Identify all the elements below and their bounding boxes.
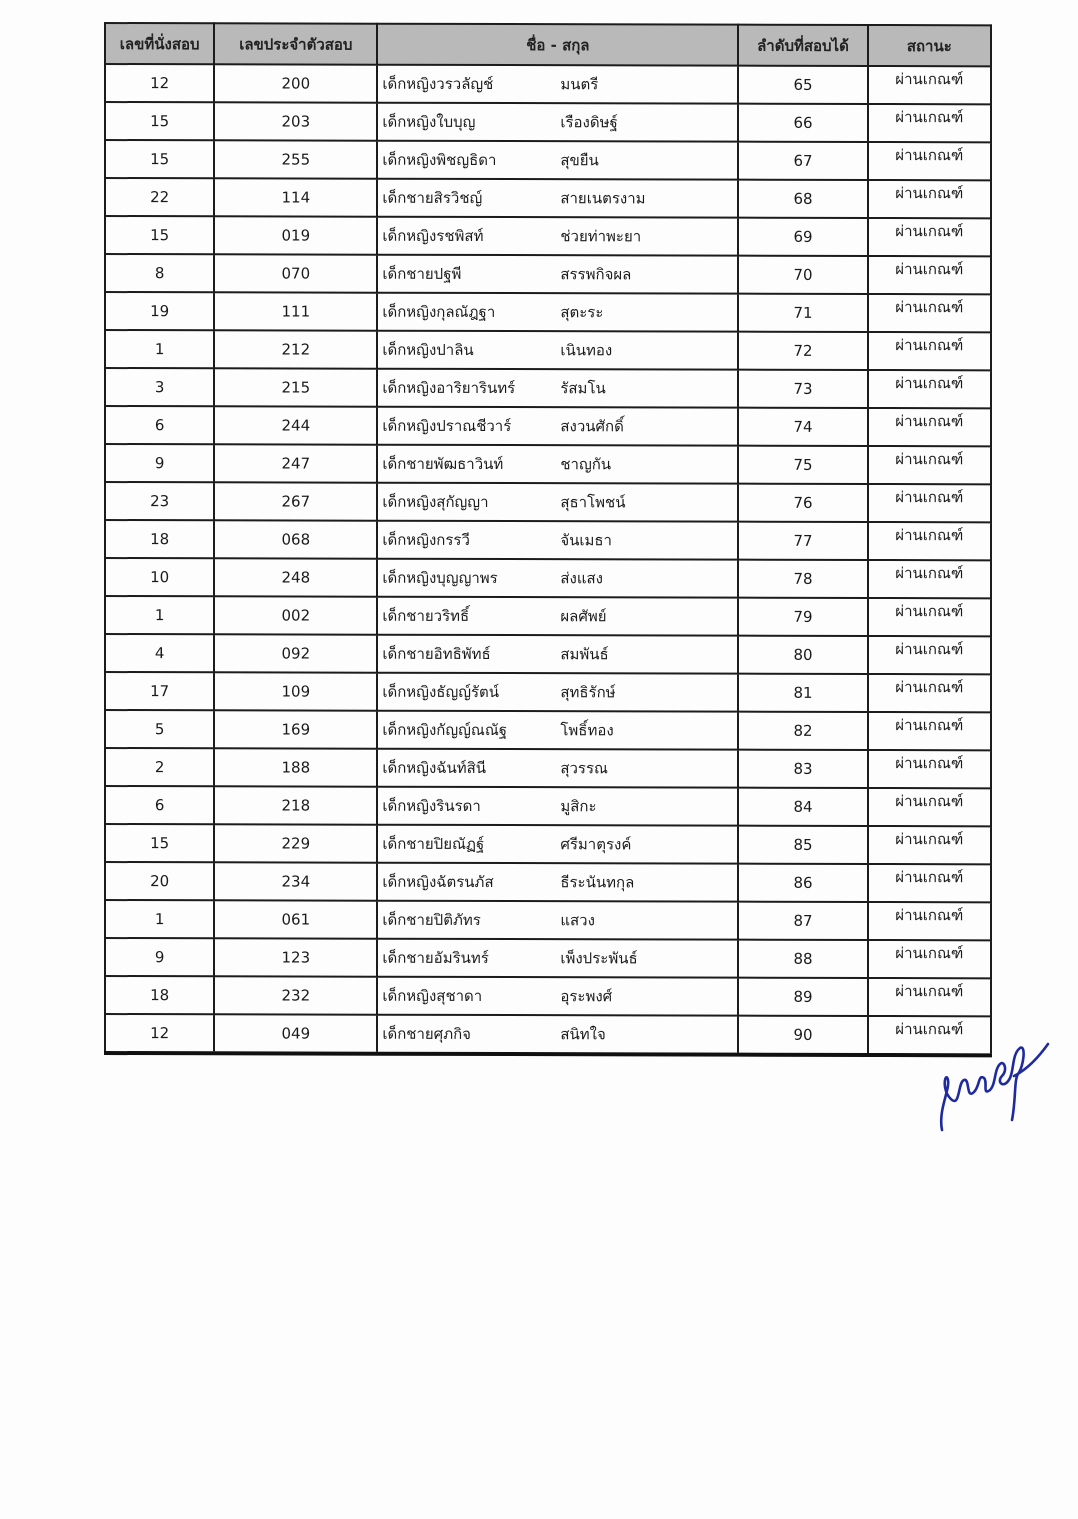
- full-name: [378, 984, 737, 1009]
- status-cell: ผ่านเกณฑ์: [868, 674, 991, 712]
- full-name: [378, 718, 737, 743]
- seat-number-cell: 20: [105, 862, 214, 900]
- rank-cell: 75: [738, 446, 867, 484]
- exam-id-cell: 234: [214, 862, 377, 900]
- first-name: เด็กชายศุภกิจ: [382, 1024, 471, 1043]
- table-row: [105, 672, 991, 712]
- name-cell: [377, 597, 738, 636]
- table-header-row: [105, 23, 991, 66]
- full-name: [378, 946, 737, 971]
- full-name: [378, 376, 737, 401]
- table-row: [105, 634, 991, 674]
- name-cell: [377, 635, 738, 674]
- last-name: สมพันธ์: [560, 645, 609, 664]
- exam-id-cell: 109: [214, 672, 377, 710]
- first-name: เด็กหญิงกรรวี: [382, 530, 470, 549]
- seat-number-cell: 17: [105, 672, 214, 710]
- exam-id-cell: 218: [214, 786, 377, 824]
- last-name: สุขยืน: [560, 151, 599, 170]
- name-cell: [377, 863, 738, 902]
- first-name: เด็กหญิงสุชาดา: [382, 986, 483, 1005]
- name-cell: [377, 103, 738, 142]
- seat-number-cell: 9: [105, 938, 214, 976]
- seat-number-cell: 9: [105, 444, 214, 482]
- table-row: [105, 1014, 991, 1055]
- table-row: [105, 178, 991, 218]
- rank-cell: 67: [738, 142, 867, 180]
- full-name: [378, 72, 737, 97]
- rank-cell: 70: [738, 256, 867, 294]
- full-name: [378, 300, 737, 325]
- status-cell: ผ่านเกณฑ์: [868, 332, 991, 370]
- first-name: เด็กหญิงบุญญาพร: [382, 568, 498, 588]
- seat-number-cell: 1: [105, 900, 214, 938]
- rank-cell: 66: [738, 104, 867, 142]
- table-row: [105, 406, 991, 446]
- rank-cell: 81: [738, 674, 867, 712]
- last-name: รัสมโน: [560, 379, 606, 398]
- status-cell: ผ่านเกณฑ์: [868, 788, 991, 826]
- last-name: โพธิ์ทอง: [560, 721, 614, 740]
- last-name: ผลศัพย์: [560, 607, 607, 626]
- exam-id-cell: 111: [214, 292, 377, 330]
- rank-cell: 71: [738, 294, 867, 332]
- first-name: เด็กหญิงปาลิน: [382, 340, 474, 359]
- table-row: [105, 596, 991, 636]
- seat-number-cell: 8: [105, 254, 214, 292]
- exam-id-cell: 068: [214, 520, 377, 558]
- full-name: [378, 224, 737, 249]
- results-table: [104, 22, 992, 1057]
- first-name: เด็กหญิงอาริยารินทร์: [382, 378, 516, 398]
- rank-cell: 69: [738, 218, 867, 256]
- full-name: [378, 186, 737, 211]
- table-row: [105, 558, 991, 598]
- seat-number-cell: 10: [105, 558, 214, 596]
- seat-number-cell: 15: [105, 140, 214, 178]
- first-name: เด็กหญิงฉัตรนภัส: [382, 872, 494, 892]
- seat-number-cell: 1: [105, 330, 214, 368]
- status-cell: ผ่านเกณฑ์: [868, 902, 991, 940]
- table-row: [105, 862, 991, 902]
- seat-number-cell: 15: [105, 102, 214, 140]
- exam-id-cell: 200: [214, 64, 377, 102]
- full-name: [378, 604, 737, 629]
- first-name: เด็กชายปฐพี: [382, 264, 462, 283]
- seat-number-cell: 1: [105, 596, 214, 634]
- status-cell: ผ่านเกณฑ์: [868, 142, 991, 180]
- seat-number-cell: 19: [105, 292, 214, 330]
- exam-id-cell: 169: [214, 710, 377, 748]
- seat-number-cell: 15: [105, 216, 214, 254]
- last-name: ชาญกัน: [560, 455, 612, 474]
- exam-id-cell: 267: [214, 482, 377, 520]
- table-row: [105, 216, 991, 256]
- last-name: สงวนศักดิ์: [560, 417, 624, 436]
- rank-cell: 85: [738, 826, 867, 864]
- full-name: [378, 110, 737, 135]
- seat-number-cell: 12: [105, 1014, 214, 1053]
- name-cell: [377, 825, 738, 864]
- first-name: เด็กหญิงใบบุญ: [382, 112, 476, 131]
- full-name: [378, 756, 737, 781]
- last-name: มูสิกะ: [560, 797, 597, 816]
- seat-number-cell: 3: [105, 368, 214, 406]
- exam-id-cell: 061: [214, 900, 377, 938]
- full-name: [378, 642, 737, 667]
- full-name: [378, 680, 737, 705]
- name-cell: [377, 141, 738, 180]
- table-row: [105, 64, 991, 104]
- first-name: เด็กชายวริทธิ์: [382, 606, 470, 625]
- full-name: [378, 262, 737, 287]
- first-name: เด็กชายปิติภัทร: [382, 910, 481, 929]
- last-name: จันเมธา: [560, 531, 612, 550]
- exam-id-cell: 070: [214, 254, 377, 292]
- first-name: เด็กหญิงพิชญธิดา: [382, 150, 497, 170]
- status-cell: ผ่านเกณฑ์: [868, 66, 991, 104]
- table-row: [105, 330, 991, 370]
- rank-cell: 74: [738, 408, 867, 446]
- handwritten-signature-icon: [930, 1030, 1050, 1150]
- exam-id-cell: 248: [214, 558, 377, 596]
- name-cell: [377, 483, 738, 522]
- rank-cell: 83: [738, 750, 867, 788]
- first-name: เด็กหญิงสุกัญญา: [382, 492, 489, 512]
- status-cell: ผ่านเกณฑ์: [868, 978, 991, 1016]
- last-name: สุธาโพชน์: [560, 493, 626, 512]
- first-name: เด็กหญิงกัญญ์ณณัฐ: [382, 720, 508, 740]
- first-name: เด็กหญิงวรวลัญช์: [382, 74, 494, 94]
- rank-cell: 80: [738, 636, 867, 674]
- header-rank: ลำดับที่สอบได้: [738, 25, 867, 66]
- rank-cell: 76: [738, 484, 867, 522]
- name-cell: [377, 559, 738, 598]
- table-body: [105, 64, 991, 1055]
- first-name: เด็กหญิงรชพิสท์: [382, 226, 484, 245]
- exam-id-cell: 114: [214, 178, 377, 216]
- status-cell: ผ่านเกณฑ์: [868, 598, 991, 636]
- exam-id-cell: 212: [214, 330, 377, 368]
- seat-number-cell: 18: [105, 976, 214, 1014]
- name-cell: [377, 521, 738, 560]
- table-row: [105, 368, 991, 408]
- status-cell: ผ่านเกณฑ์: [868, 180, 991, 218]
- name-cell: [377, 293, 738, 332]
- seat-number-cell: 22: [105, 178, 214, 216]
- first-name: เด็กหญิงกุลณัฎฐา: [382, 302, 496, 322]
- seat-number-cell: 2: [105, 748, 214, 786]
- table-row: [105, 938, 991, 978]
- first-name: เด็กหญิงฉันท์สินี: [382, 758, 487, 778]
- status-cell: ผ่านเกณฑ์: [868, 940, 991, 978]
- seat-number-cell: 6: [105, 786, 214, 824]
- first-name: เด็กชายพัฒธาวินท์: [382, 454, 504, 474]
- full-name: [378, 870, 737, 895]
- last-name: เพ็งประพันธ์: [560, 949, 638, 968]
- first-name: เด็กชายอิทธิพัทธ์: [382, 644, 491, 664]
- exam-id-cell: 229: [214, 824, 377, 862]
- status-cell: ผ่านเกณฑ์: [868, 408, 991, 446]
- table-row: [105, 292, 991, 332]
- first-name: เด็กหญิงปราณชีวาร์: [382, 416, 512, 436]
- table-row: [105, 520, 991, 560]
- full-name: [378, 1022, 737, 1047]
- status-cell: ผ่านเกณฑ์: [868, 1016, 991, 1055]
- name-cell: [377, 673, 738, 712]
- table-row: [105, 482, 991, 522]
- name-cell: [377, 179, 738, 218]
- table-row: [105, 748, 991, 788]
- name-cell: [377, 331, 738, 370]
- exam-id-cell: 244: [214, 406, 377, 444]
- status-cell: ผ่านเกณฑ์: [868, 750, 991, 788]
- header-seat-number: เลขที่นั่งสอบ: [105, 23, 214, 64]
- status-cell: ผ่านเกณฑ์: [868, 522, 991, 560]
- last-name: อุระพงศ์: [560, 987, 613, 1006]
- last-name: มนตรี: [560, 75, 599, 94]
- exam-id-cell: 247: [214, 444, 377, 482]
- seat-number-cell: 18: [105, 520, 214, 558]
- exam-id-cell: 123: [214, 938, 377, 976]
- name-cell: [377, 407, 738, 446]
- header-name: ชื่อ - สกุล: [377, 24, 738, 66]
- last-name: ธีระนันทกุล: [560, 873, 635, 892]
- exam-id-cell: 188: [214, 748, 377, 786]
- rank-cell: 65: [738, 66, 867, 104]
- last-name: สนิทใจ: [560, 1025, 606, 1044]
- rank-cell: 87: [738, 902, 867, 940]
- rank-cell: 78: [738, 560, 867, 598]
- table-row: [105, 102, 991, 142]
- seat-number-cell: 6: [105, 406, 214, 444]
- exam-id-cell: 255: [214, 140, 377, 178]
- status-cell: ผ่านเกณฑ์: [868, 560, 991, 598]
- rank-cell: 90: [738, 1016, 867, 1055]
- first-name: เด็กชายอัมรินทร์: [382, 948, 489, 968]
- seat-number-cell: 23: [105, 482, 214, 520]
- table-row: [105, 254, 991, 294]
- exam-id-cell: 203: [214, 102, 377, 140]
- full-name: [378, 148, 737, 173]
- table-row: [105, 786, 991, 826]
- rank-cell: 86: [738, 864, 867, 902]
- table-row: [105, 976, 991, 1016]
- full-name: [378, 528, 737, 553]
- rank-cell: 89: [738, 978, 867, 1016]
- exam-id-cell: 049: [214, 1014, 377, 1053]
- last-name: สรรพกิจผล: [560, 265, 632, 284]
- full-name: [378, 566, 737, 591]
- first-name: เด็กหญิงธัญญ์รัตน์: [382, 682, 500, 702]
- status-cell: ผ่านเกณฑ์: [868, 712, 991, 750]
- full-name: [378, 908, 737, 933]
- status-cell: ผ่านเกณฑ์: [868, 294, 991, 332]
- name-cell: [377, 369, 738, 408]
- last-name: ส่งแสง: [560, 569, 603, 588]
- name-cell: [377, 749, 738, 788]
- name-cell: [377, 1015, 738, 1055]
- rank-cell: 72: [738, 332, 867, 370]
- seat-number-cell: 4: [105, 634, 214, 672]
- name-cell: [377, 445, 738, 484]
- table-row: [105, 900, 991, 940]
- last-name: สายเนตรงาม: [560, 189, 646, 208]
- exam-id-cell: 092: [214, 634, 377, 672]
- last-name: ช่วยท่าพะยา: [560, 227, 642, 246]
- rank-cell: 82: [738, 712, 867, 750]
- last-name: สุตะระ: [560, 303, 604, 322]
- last-name: เนินทอง: [560, 341, 613, 360]
- table-row: [105, 824, 991, 864]
- header-status: สถานะ: [868, 25, 991, 66]
- name-cell: [377, 255, 738, 294]
- status-cell: ผ่านเกณฑ์: [868, 370, 991, 408]
- status-cell: ผ่านเกณฑ์: [868, 104, 991, 142]
- full-name: [378, 338, 737, 363]
- name-cell: [377, 217, 738, 256]
- table-row: [105, 710, 991, 750]
- seat-number-cell: 5: [105, 710, 214, 748]
- status-cell: ผ่านเกณฑ์: [868, 826, 991, 864]
- full-name: [378, 490, 737, 515]
- status-cell: ผ่านเกณฑ์: [868, 484, 991, 522]
- name-cell: [377, 711, 738, 750]
- last-name: สุทธิรักษ์: [560, 683, 616, 702]
- rank-cell: 73: [738, 370, 867, 408]
- last-name: สุวรรณ: [560, 759, 608, 778]
- full-name: [378, 452, 737, 477]
- exam-id-cell: 215: [214, 368, 377, 406]
- seat-number-cell: 15: [105, 824, 214, 862]
- first-name: เด็กหญิงรินรดา: [382, 796, 481, 815]
- rank-cell: 68: [738, 180, 867, 218]
- first-name: เด็กชายสิรวิชญ์: [382, 188, 483, 207]
- last-name: เรืองดิษฐ์: [560, 113, 618, 132]
- rank-cell: 77: [738, 522, 867, 560]
- rank-cell: 84: [738, 788, 867, 826]
- rank-cell: 79: [738, 598, 867, 636]
- name-cell: [377, 65, 738, 104]
- table-row: [105, 444, 991, 484]
- full-name: [378, 832, 737, 857]
- status-cell: ผ่านเกณฑ์: [868, 864, 991, 902]
- rank-cell: 88: [738, 940, 867, 978]
- exam-id-cell: 002: [214, 596, 377, 634]
- header-exam-id: เลขประจำตัวสอบ: [214, 23, 377, 64]
- table-row: [105, 140, 991, 180]
- name-cell: [377, 787, 738, 826]
- status-cell: ผ่านเกณฑ์: [868, 218, 991, 256]
- status-cell: ผ่านเกณฑ์: [868, 446, 991, 484]
- exam-id-cell: 232: [214, 976, 377, 1014]
- name-cell: [377, 939, 738, 978]
- exam-id-cell: 019: [214, 216, 377, 254]
- seat-number-cell: 12: [105, 64, 214, 102]
- full-name: [378, 414, 737, 439]
- last-name: ศรีมาตุรงค์: [560, 835, 632, 854]
- status-cell: ผ่านเกณฑ์: [868, 256, 991, 294]
- name-cell: [377, 901, 738, 940]
- name-cell: [377, 977, 738, 1016]
- first-name: เด็กชายปิยณัฏฐ์: [382, 834, 485, 853]
- full-name: [378, 794, 737, 819]
- status-cell: ผ่านเกณฑ์: [868, 636, 991, 674]
- last-name: แสวง: [560, 911, 595, 930]
